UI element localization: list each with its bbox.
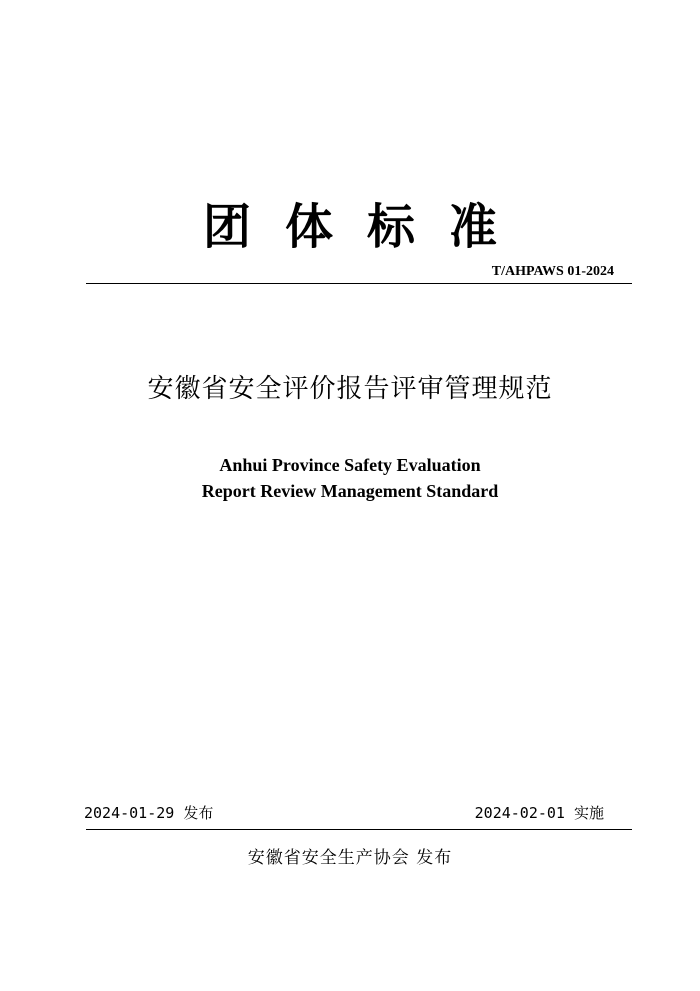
english-title-line-1: Anhui Province Safety Evaluation	[219, 455, 481, 475]
issue-date: 2024-01-29 发布	[84, 804, 214, 822]
document-type-heading: 团体标准	[202, 199, 531, 255]
bottom-divider	[86, 829, 632, 830]
top-divider	[86, 283, 632, 284]
publisher: 安徽省安全生产协会 发布	[247, 848, 453, 868]
implementation-date: 2024-02-01 实施	[474, 804, 604, 822]
chinese-title: 安徽省安全评价报告评审管理规范	[147, 374, 553, 404]
english-title-line-2: Report Review Management Standard	[201, 481, 499, 501]
standard-number: T/AHPAWS 01-2024	[491, 264, 614, 279]
english-title	[0, 452, 700, 504]
